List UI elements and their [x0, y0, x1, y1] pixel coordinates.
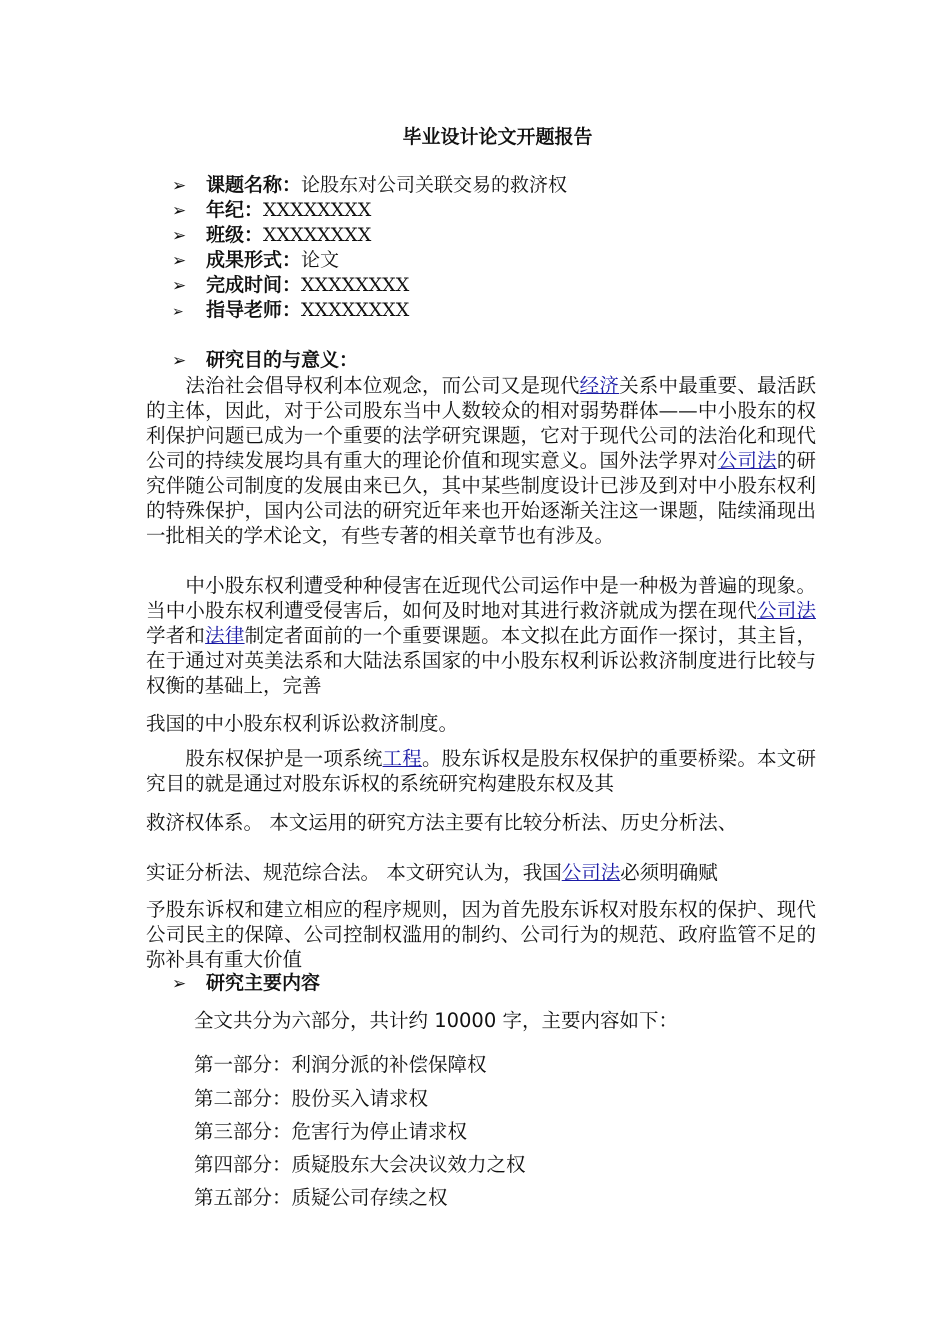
info-class [172, 223, 371, 248]
summary-text: 全文共分为六部分，共计约 [194, 1009, 435, 1032]
info-label: 完成时间： [206, 274, 302, 296]
paragraph-text: 必须明确赋 [620, 861, 718, 884]
info-value: 论股东对公司关联交易的救济权 [301, 174, 568, 196]
paragraph-purpose-3-line [146, 860, 718, 885]
section-content-heading [172, 971, 320, 996]
summary-text: 字，主要内容如下： [496, 1009, 678, 1032]
info-completion-time [172, 273, 409, 298]
paragraph-text: 股东权保护是一项系统 [146, 747, 383, 770]
paragraph-purpose-3-rest: 予股东诉权和建立相应的程序规则，因为首先股东诉权对股东权的保护、现代公司民主的保障、公司控制权滥用的制约、公司行为的规范、政府监管不足的弥补具有重大价值 [146, 898, 816, 971]
paragraph-text: 实证分析法、规范综合法。 本文研究认为，我国 [146, 861, 562, 884]
link-engineering[interactable]: 工程 [382, 747, 422, 770]
section-heading-text: 研究主要内容 [206, 972, 321, 994]
paragraph-text: 关系中最重要、最活跃的主体，因此，对于公司股东当中人数较众的相对弱势群体——中小股东的权利保护问题已成为一个重要的法学研究课题，它对于现代公司的法治化和现代公司的持续发展均具有重大的理论价值和现实意义。国外法学界对 [146, 374, 816, 472]
info-value: XXXXXXXX [301, 274, 410, 296]
report-title: 毕业设计论文开题报告 [402, 126, 593, 148]
paragraph-text: 。股东诉权是股东权保护的重要桥梁。本文研究目的就是通过对股东诉权的系统研究构建股东权及其 [146, 747, 816, 795]
arrow-bullet-icon: ➢ [172, 974, 187, 994]
info-value: XXXXXXXX [301, 299, 410, 321]
content-part-2: 第二部分：股份买入请求权 [194, 1087, 429, 1110]
content-summary [194, 1008, 678, 1034]
paragraph-purpose-2 [146, 573, 816, 698]
info-format [172, 248, 339, 273]
info-label: 成果形式： [206, 249, 302, 271]
paragraph-text: 制定者面前的一个重要课题。本文拟在此方面作一探讨，其主旨，在于通过对英美法系和大陆法系国家的中小股东权利诉讼救济制度进行比较与权衡的基础上，完善 [146, 624, 816, 697]
paragraph-purpose-3 [146, 746, 816, 796]
paragraph-text: 学者和 [146, 624, 206, 647]
paragraph-text: 的研究伴随公司制度的发展由来已久，其中某些制度设计已涉及到对中小股东权利的特殊保护，国内公司法的研究近年来也开始逐渐关注这一课题，陆续涌现出一批相关的学术论文，有些专著的相关章节也有涉及。 [146, 449, 816, 547]
info-grade [172, 198, 371, 223]
arrow-bullet-icon: ➢ [172, 201, 187, 221]
content-part-1: 第一部分：利润分派的补偿保障权 [194, 1053, 487, 1076]
arrow-bullet-icon: ➢ [172, 226, 187, 246]
content-part-5: 第五部分：质疑公司存续之权 [194, 1186, 448, 1209]
info-value: XXXXXXXX [263, 199, 372, 221]
arrow-bullet-icon: ➢ [172, 304, 184, 320]
info-value: 论文 [301, 249, 340, 271]
arrow-bullet-icon: ➢ [172, 276, 187, 296]
paragraph-purpose-1 [146, 373, 816, 548]
link-economy[interactable]: 经济 [579, 374, 620, 397]
arrow-bullet-icon: ➢ [172, 176, 187, 196]
arrow-bullet-icon: ➢ [172, 351, 187, 371]
info-label: 年纪： [206, 199, 264, 221]
link-company-law[interactable]: 公司法 [561, 861, 621, 884]
section-purpose-heading [172, 348, 358, 373]
word-count: 10000 [434, 1009, 497, 1032]
info-label: 指导老师： [206, 299, 302, 321]
arrow-bullet-icon: ➢ [172, 251, 187, 271]
link-company-law[interactable]: 公司法 [757, 599, 816, 622]
paragraph-purpose-3-line: 救济权体系。 本文运用的研究方法主要有比较分析法、历史分析法、 [146, 811, 738, 834]
info-label: 班级： [206, 224, 264, 246]
info-label: 课题名称： [206, 174, 302, 196]
info-advisor [172, 298, 409, 323]
paragraph-text: 法治社会倡导权利本位观念，而公司又是现代 [146, 374, 580, 397]
paragraph-text: 中小股东权利遭受种种侵害在近现代公司运作中是一种极为普遍的现象。当中小股东权利遭受侵害后，如何及时地对其进行救济就成为摆在现代 [146, 574, 816, 622]
paragraph-purpose-2-tail: 我国的中小股东权利诉讼救济制度。 [146, 712, 459, 735]
link-company-law[interactable]: 公司法 [717, 449, 777, 472]
info-topic [172, 173, 567, 198]
info-value: XXXXXXXX [263, 224, 372, 246]
section-heading-text: 研究目的与意义： [206, 349, 359, 371]
content-part-3: 第三部分：危害行为停止请求权 [194, 1120, 468, 1143]
link-law[interactable]: 法律 [205, 624, 245, 647]
content-part-4: 第四部分：质疑股东大会决议效力之权 [194, 1153, 526, 1176]
